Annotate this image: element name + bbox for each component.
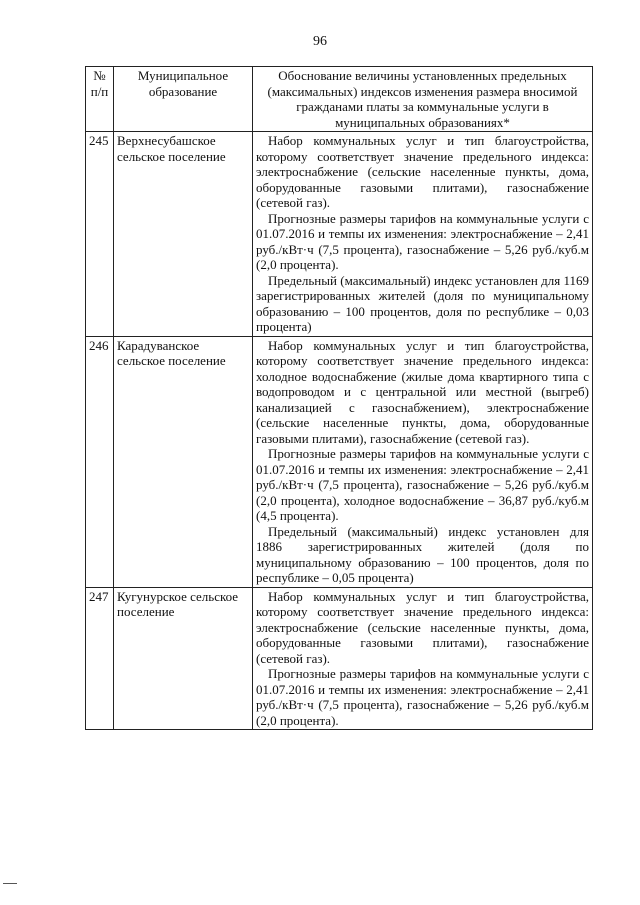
justification-paragraph: Набор коммунальных услуг и тип благоустройства, которому соответствует значение предельного индекса: электроснабжение (сельские населенные пункты, дома, оборудованные газовыми плитами), газоснабжение (сетевой газ). [256,133,589,210]
justification-paragraph: Прогнозные размеры тарифов на коммунальные услуги с 01.07.2016 и темпы их изменения: электроснабжение – 2,41 руб./кВт·ч (7,5 процента), газоснабжение – 5,26 руб./куб.м (2,0 процента). [256,666,589,728]
scan-edge-mark [3,883,17,884]
header-num: № п/п [86,67,114,132]
municipality-name: Карадуванское сельское поселение [114,336,253,587]
table-row [86,587,593,730]
table-header-row [86,67,593,132]
row-number: 246 [86,336,114,587]
justification-cell [253,132,593,337]
municipality-name: Верхнесубашское сельское поселение [114,132,253,337]
table-row [86,132,593,337]
justification-paragraph: Прогнозные размеры тарифов на коммунальные услуги с 01.07.2016 и темпы их изменения: электроснабжение – 2,41 руб./кВт·ч (7,5 процента), газоснабжение – 5,26 руб./куб.м (2,0 процента), холодное водоснабжение – 36,87 руб./куб.м (4,5 процента). [256,446,589,523]
page-number: 96 [313,34,327,49]
justification-paragraph: Набор коммунальных услуг и тип благоустройства, которому соответствует значение предельного индекса: электроснабжение (сельские населенные пункты, дома, оборудованные газовыми плитами), газоснабжение (сетевой газ). [256,588,589,666]
table-row [86,336,593,587]
justification-cell [253,336,593,587]
justification-paragraph: Прогнозные размеры тарифов на коммунальные услуги с 01.07.2016 и темпы их изменения: электроснабжение – 2,41 руб./кВт·ч (7,5 процента), газоснабжение – 5,26 руб./куб.м (2,0 процента). [256,210,589,272]
row-number: 247 [86,587,114,730]
justification-paragraph: Предельный (максимальный) индекс установлен для 1886 зарегистрированных жителей (доля по муниципальному образованию – 100 процентов, доля по республике – 0,05 процента) [256,523,589,585]
tariff-index-table [85,66,593,730]
row-number: 245 [86,132,114,337]
justification-paragraph: Предельный (максимальный) индекс установлен для 1169 зарегистрированных жителей (доля по муниципальному образованию – 100 процентов, доля по республике – 0,03 процента) [256,272,589,334]
justification-cell [253,587,593,730]
header-municipality: Муниципальное образование [114,67,253,132]
municipality-name: Кугунурское сельское поселение [114,587,253,730]
justification-paragraph: Набор коммунальных услуг и тип благоустройства, которому соответствует значение предельного индекса: холодное водоснабжение (жилые дома квартирного типа с водопроводом и с центральной или местной (выгреб) канализацией с газоснабжением), электроснабжение (сельские населенные пункты, дома, оборудованные газовыми плитами), газоснабжение (сетевой газ). [256,337,589,446]
header-justification: Обоснование величины установленных предельных (максимальных) индексов изменения размера вносимой гражданами платы за коммунальные услуги в муниципальных образованиях* [253,67,593,132]
